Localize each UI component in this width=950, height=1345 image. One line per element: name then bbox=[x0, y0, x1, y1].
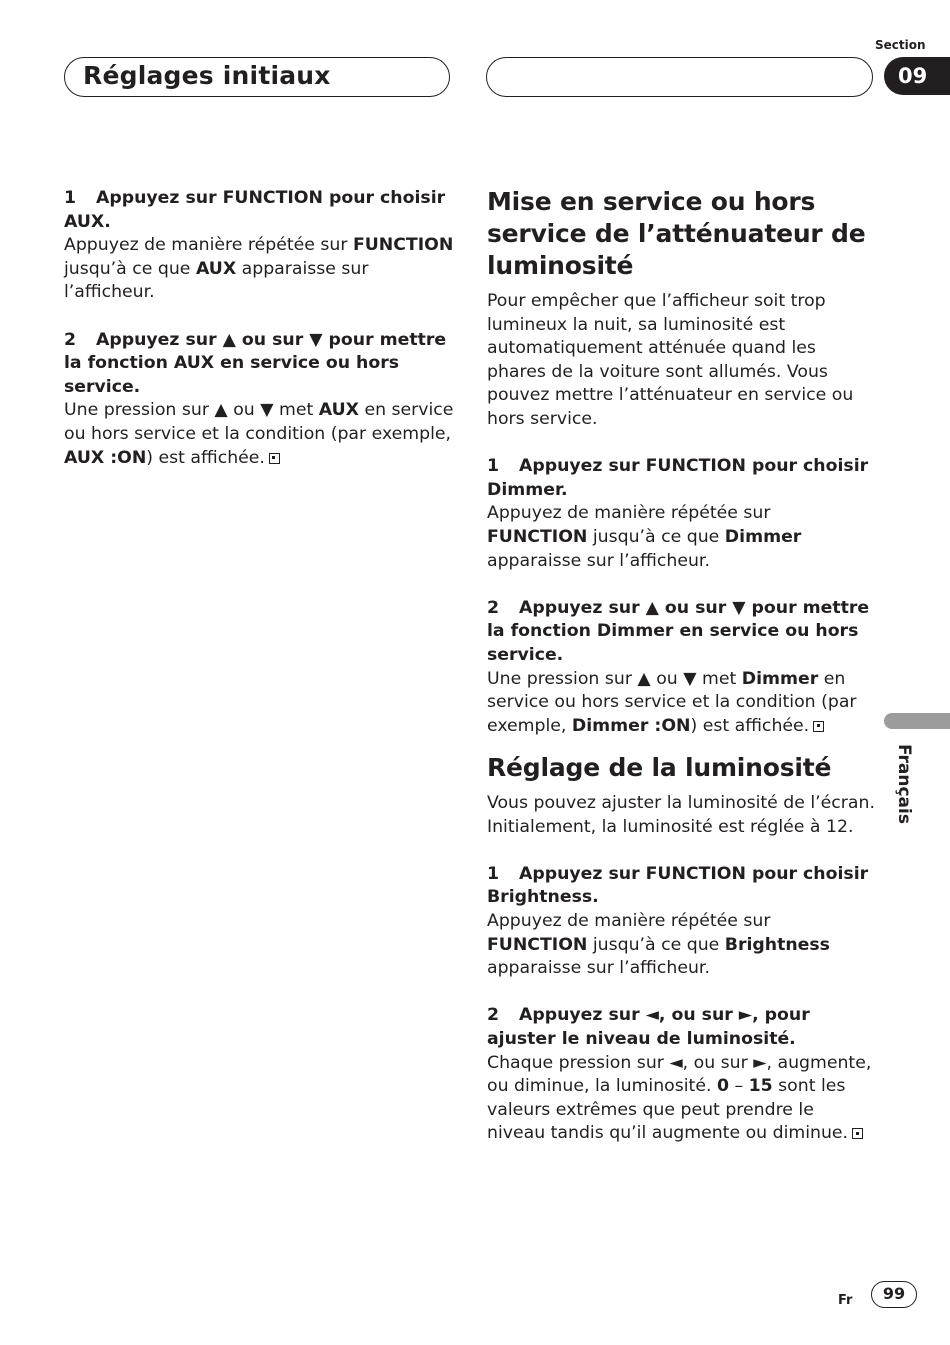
section-intro: Vous pouvez ajuster la luminosité de l’écran. Initialement, la luminosité est réglée à 12. bbox=[487, 793, 875, 837]
step-title: Appuyez sur ◄, ou sur ►, pour ajuster le niveau de luminosité. bbox=[487, 1005, 810, 1049]
text-bold: Dimmer bbox=[724, 526, 802, 547]
page-number: 99 bbox=[871, 1281, 917, 1308]
text: – bbox=[728, 1076, 749, 1097]
text: Une pression sur ▲ ou ▼ met bbox=[487, 668, 742, 689]
language-label: Français bbox=[894, 744, 914, 824]
step-heading bbox=[487, 863, 875, 910]
right-column-brightness bbox=[487, 752, 875, 1146]
text: Appuyez de manière répétée sur bbox=[64, 235, 353, 256]
text-bold: AUX :ON bbox=[64, 447, 147, 468]
section-heading: Mise en service ou hors service de l’atténuateur de luminosité bbox=[487, 187, 866, 280]
text: jusqu’à ce que bbox=[587, 934, 725, 955]
section-heading: Réglage de la luminosité bbox=[487, 753, 832, 782]
text: ) est affichée. bbox=[690, 715, 810, 736]
step-heading bbox=[487, 1004, 875, 1051]
footer-language-code: Fr bbox=[838, 1293, 853, 1308]
language-tab bbox=[884, 713, 950, 729]
text-bold: FUNCTION bbox=[487, 934, 588, 955]
text: apparaisse sur l’afficheur. bbox=[64, 258, 369, 303]
step-number: 1 bbox=[487, 863, 500, 884]
end-mark-icon bbox=[269, 453, 280, 464]
text-bold: Dimmer :ON bbox=[571, 715, 691, 736]
step-title: Appuyez sur ▲ ou sur ▼ pour mettre la fonction Dimmer en service ou hors service. bbox=[487, 597, 870, 665]
section-label: Section bbox=[875, 38, 926, 52]
text-bold: Brightness bbox=[724, 934, 830, 955]
text-bold: 0 bbox=[716, 1076, 729, 1097]
text: jusqu’à ce que bbox=[587, 526, 725, 547]
text: sont les valeurs extrêmes que peut prendre le niveau tandis qu’il augmente ou diminue. bbox=[487, 1076, 849, 1144]
text: apparaisse sur l’afficheur. bbox=[487, 550, 710, 571]
text-bold: AUX bbox=[195, 258, 237, 279]
step-heading bbox=[487, 455, 875, 502]
text-bold: AUX bbox=[318, 400, 359, 421]
end-mark-icon bbox=[813, 721, 824, 732]
step-title: Appuyez sur FUNCTION pour choisir Dimmer. bbox=[487, 456, 869, 500]
step-number: 2 bbox=[487, 597, 500, 618]
text: Chaque pression sur ◄, ou sur ►, augmente, ou diminue, la luminosité. bbox=[487, 1052, 872, 1097]
text: en service ou hors service et la condition (par exemple, bbox=[487, 668, 857, 736]
text-bold: FUNCTION bbox=[487, 526, 588, 547]
text-bold: Dimmer bbox=[741, 668, 819, 689]
step-heading bbox=[487, 597, 875, 668]
left-column bbox=[64, 187, 454, 470]
step-body bbox=[487, 502, 875, 573]
right-column-dimmer bbox=[487, 186, 875, 738]
text: Appuyez de manière répétée sur bbox=[487, 503, 771, 524]
text: jusqu’à ce que bbox=[64, 258, 196, 279]
text: en service ou hors service et la condition (par exemple, bbox=[64, 400, 454, 444]
header-title-frame bbox=[64, 57, 450, 97]
text: Appuyez de manière répétée sur bbox=[487, 910, 771, 931]
step-number: 2 bbox=[64, 329, 77, 350]
step-number: 2 bbox=[487, 1005, 500, 1026]
step-title: Appuyez sur ▲ ou sur ▼ pour mettre la fonction AUX en service ou hors service. bbox=[64, 329, 447, 397]
text: ) est affichée. bbox=[146, 447, 265, 468]
step-body bbox=[64, 234, 454, 305]
step-title: Appuyez sur FUNCTION pour choisir Brightness. bbox=[487, 863, 869, 908]
header-empty-frame bbox=[486, 57, 873, 97]
step-heading bbox=[64, 329, 454, 400]
step-title: Appuyez sur FUNCTION pour choisir AUX. bbox=[64, 188, 446, 232]
text: Une pression sur ▲ ou ▼ met bbox=[64, 400, 319, 421]
text-bold: FUNCTION bbox=[352, 235, 454, 256]
step-number: 1 bbox=[487, 456, 500, 477]
step-number: 1 bbox=[64, 188, 77, 208]
section-number: 09 bbox=[884, 57, 950, 95]
step-heading bbox=[64, 187, 454, 234]
step-body bbox=[487, 668, 875, 739]
page-title: Réglages initiaux bbox=[83, 61, 331, 90]
step-body bbox=[487, 1052, 875, 1146]
step-body bbox=[487, 910, 875, 981]
section-intro: Pour empêcher que l’afficheur soit trop lumineux la nuit, sa luminosité est automatiquement atténuée quand les phares de la voiture sont allumés. Vous pouvez mettre l’atténuateur en service ou hors service. bbox=[487, 291, 854, 429]
text: apparaisse sur l’afficheur. bbox=[487, 958, 710, 979]
end-mark-icon bbox=[852, 1128, 863, 1139]
text-bold: 15 bbox=[748, 1076, 773, 1097]
step-body bbox=[64, 399, 454, 470]
